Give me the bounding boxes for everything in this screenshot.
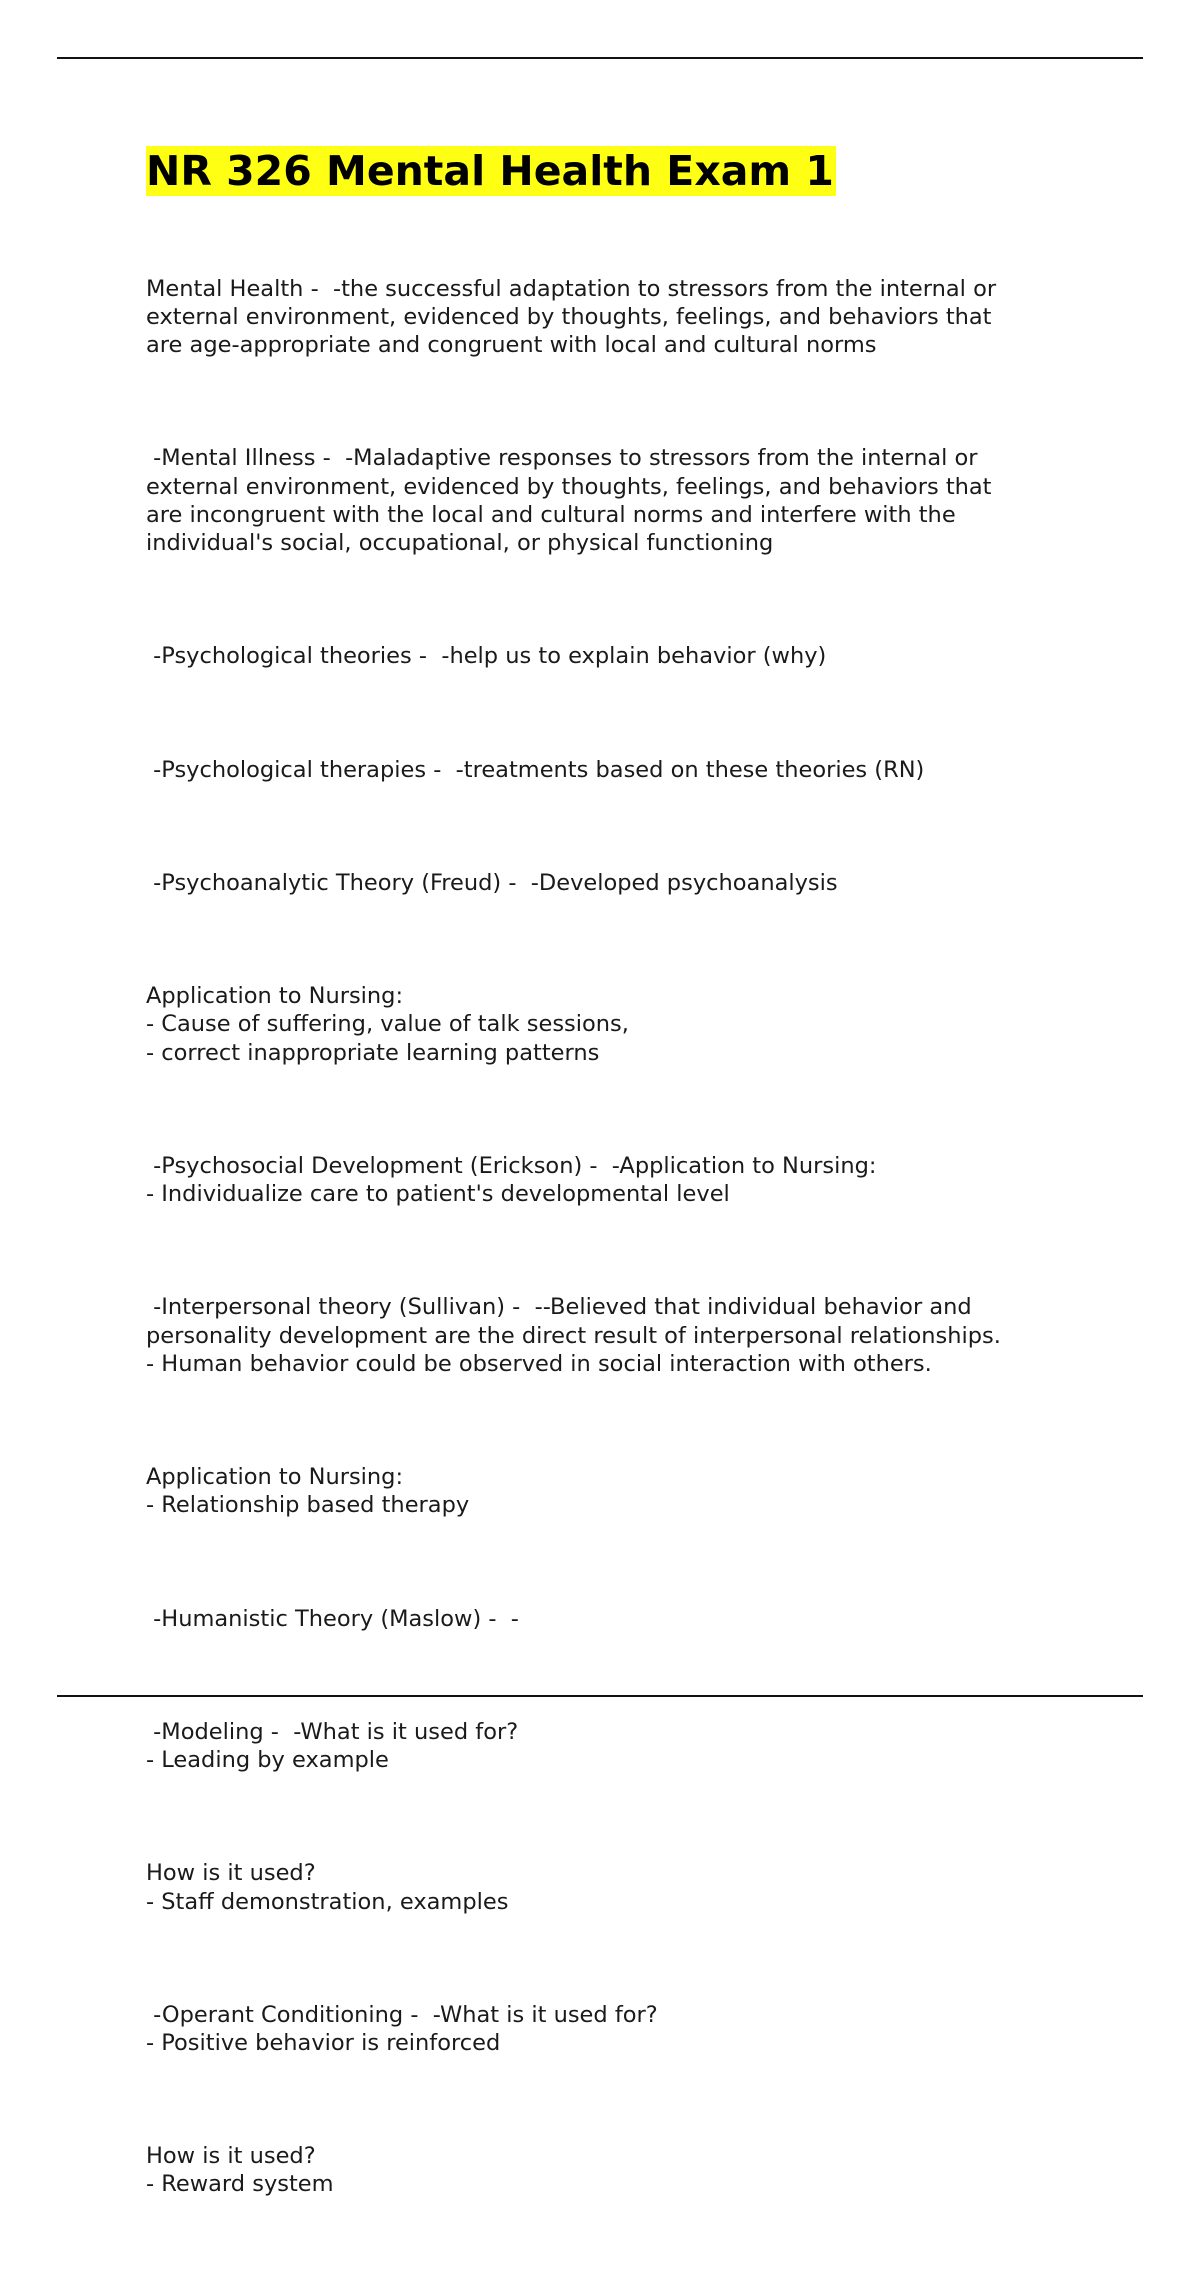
- entry-application-nursing-1: Application to Nursing: - Cause of suffering, value of talk sessions, - correct inappropriate learning patterns: [146, 983, 629, 1066]
- document-title: NR 326 Mental Health Exam 1: [146, 147, 834, 195]
- entry-psychoanalytic-theory: -Psychoanalytic Theory (Freud) - -Developed psychoanalysis: [146, 869, 838, 896]
- footer-rule: [57, 1695, 1143, 1697]
- entry-mental-health: Mental Health - -the successful adaptation to stressors from the internal or external environment, evidenced by thoughts, feelings, and behaviors that are age-appropriate and congruent with local and cultural norms: [146, 275, 997, 359]
- entry-mental-illness: -Mental Illness - -Maladaptive responses to stressors from the internal or external environment, evidenced by thoughts, feelings, and behaviors that are incongruent with the local and cultural norms and interfere with the individual's social, occupational, or physical functioning: [146, 445, 992, 557]
- entries-list: [146, 218, 1086, 2284]
- header-rule: [57, 57, 1143, 59]
- entry-application-nursing-2: Application to Nursing: - Relationship based therapy: [146, 1464, 470, 1519]
- entry-psychological-theories: -Psychological theories - -help us to explain behavior (why): [146, 643, 827, 670]
- entry-operant-conditioning: -Operant Conditioning - -What is it used for? - Positive behavior is reinforced: [146, 2001, 658, 2056]
- entry-humanistic-theory: -Humanistic Theory (Maslow) - -: [146, 1605, 519, 1632]
- entry-operant-how: How is it used? - Reward system: [146, 2143, 334, 2198]
- document-body: [146, 146, 1086, 2284]
- entry-psychological-therapies: -Psychological therapies - -treatments based on these theories (RN): [146, 756, 925, 783]
- entry-modeling-how: How is it used? - Staff demonstration, examples: [146, 1860, 509, 1915]
- entry-modeling: -Modeling - -What is it used for? - Leading by example: [146, 1718, 519, 1774]
- entry-interpersonal-theory: -Interpersonal theory (Sullivan) - --Believed that individual behavior and personality development are the direct result of interpersonal relationships. - Human behavior could be observed in social interaction with others.: [146, 1294, 1001, 1377]
- entry-psychosocial-development: -Psychosocial Development (Erickson) - -Application to Nursing: - Individualize care to patient's developmental level: [146, 1152, 877, 1208]
